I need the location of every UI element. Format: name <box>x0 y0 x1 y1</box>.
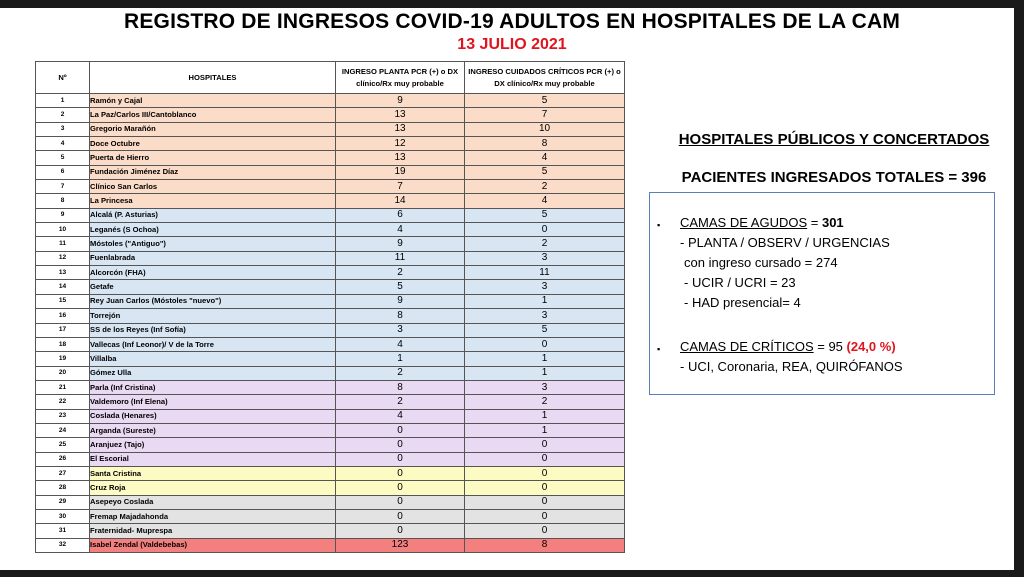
bullet-criticos: ▪ <box>657 344 661 354</box>
row-number: 7 <box>36 180 90 194</box>
row-criticos-value: 0 <box>465 481 625 495</box>
row-planta-value: 0 <box>336 452 465 466</box>
bullet-agudos: ▪ <box>657 220 661 230</box>
row-number: 26 <box>36 452 90 466</box>
row-number: 3 <box>36 122 90 136</box>
row-planta-value: 2 <box>336 266 465 280</box>
row-hospital-name: Parla (Inf Cristina) <box>90 380 336 394</box>
row-criticos-value: 10 <box>465 122 625 136</box>
table-row <box>36 108 625 122</box>
row-number: 13 <box>36 266 90 280</box>
row-planta-value: 19 <box>336 165 465 179</box>
row-criticos-value: 3 <box>465 251 625 265</box>
agudos-sub-cursado: con ingreso cursado = 274 <box>684 255 838 270</box>
row-number: 5 <box>36 151 90 165</box>
top-frame-bar <box>0 0 1024 8</box>
criticos-eq: = 95 <box>813 339 847 354</box>
row-hospital-name: Puerta de Hierro <box>90 151 336 165</box>
row-criticos-value: 1 <box>465 294 625 308</box>
row-planta-value: 13 <box>336 151 465 165</box>
row-hospital-name: Asepeyo Coslada <box>90 495 336 509</box>
agudos-label: CAMAS DE AGUDOS <box>680 215 808 230</box>
row-number: 29 <box>36 495 90 509</box>
row-number: 30 <box>36 509 90 523</box>
agudos-value: 301 <box>821 215 844 230</box>
table-row <box>36 122 625 136</box>
hospital-admissions-table <box>35 61 625 553</box>
table-row <box>36 423 625 437</box>
row-number: 14 <box>36 280 90 294</box>
table-row <box>36 309 625 323</box>
row-planta-value: 9 <box>336 237 465 251</box>
row-planta-value: 3 <box>336 323 465 337</box>
row-hospital-name: SS de los Reyes (Inf Sofía) <box>90 323 336 337</box>
row-number: 10 <box>36 223 90 237</box>
row-criticos-value: 3 <box>465 309 625 323</box>
row-hospital-name: Vallecas (Inf Leonor)/ V de la Torre <box>90 337 336 351</box>
table-row <box>36 280 625 294</box>
table-row <box>36 337 625 351</box>
row-planta-value: 5 <box>336 280 465 294</box>
row-number: 9 <box>36 208 90 222</box>
row-hospital-name: Fraternidad- Muprespa <box>90 524 336 538</box>
row-planta-value: 2 <box>336 395 465 409</box>
row-number: 25 <box>36 438 90 452</box>
table-row <box>36 137 625 151</box>
table-row <box>36 395 625 409</box>
row-number: 2 <box>36 108 90 122</box>
agudos-sub-had: - HAD presencial= 4 <box>684 295 801 310</box>
header-planta: INGRESO PLANTA PCR (+) o DX clínico/Rx muy probable <box>336 62 465 94</box>
row-number: 11 <box>36 237 90 251</box>
agudos-eq: = <box>807 215 822 230</box>
public-hospitals-heading: HOSPITALES PÚBLICOS Y CONCERTADOS <box>678 131 990 148</box>
table-row <box>36 509 625 523</box>
row-hospital-name: Fremap Majadahonda <box>90 509 336 523</box>
table-row <box>36 409 625 423</box>
row-planta-value: 4 <box>336 223 465 237</box>
table-row <box>36 94 625 108</box>
table-row <box>36 151 625 165</box>
row-hospital-name: Ramón y Cajal <box>90 94 336 108</box>
row-number: 32 <box>36 538 90 552</box>
table-row <box>36 323 625 337</box>
row-planta-value: 0 <box>336 438 465 452</box>
right-frame-bar <box>1014 0 1024 577</box>
row-criticos-value: 3 <box>465 280 625 294</box>
row-criticos-value: 8 <box>465 538 625 552</box>
row-criticos-value: 1 <box>465 352 625 366</box>
row-planta-value: 8 <box>336 309 465 323</box>
row-hospital-name: Cruz Roja <box>90 481 336 495</box>
row-criticos-value: 0 <box>465 509 625 523</box>
row-number: 27 <box>36 466 90 480</box>
table-row <box>36 538 625 552</box>
row-criticos-value: 0 <box>465 495 625 509</box>
report-date: 13 JULIO 2021 <box>457 36 567 53</box>
row-criticos-value: 8 <box>465 137 625 151</box>
row-criticos-value: 5 <box>465 165 625 179</box>
row-number: 22 <box>36 395 90 409</box>
row-hospital-name: Gómez Ulla <box>90 366 336 380</box>
row-planta-value: 4 <box>336 409 465 423</box>
total-patients: PACIENTES INGRESADOS TOTALES = 396 <box>681 169 987 186</box>
row-criticos-value: 0 <box>465 524 625 538</box>
row-criticos-value: 0 <box>465 466 625 480</box>
row-planta-value: 0 <box>336 524 465 538</box>
row-planta-value: 0 <box>336 481 465 495</box>
table-row <box>36 495 625 509</box>
row-hospital-name: Fuenlabrada <box>90 251 336 265</box>
row-planta-value: 11 <box>336 251 465 265</box>
row-number: 19 <box>36 352 90 366</box>
table-row <box>36 208 625 222</box>
row-criticos-value: 2 <box>465 180 625 194</box>
row-number: 4 <box>36 137 90 151</box>
table-row <box>36 366 625 380</box>
header-hospital: HOSPITALES <box>90 62 336 94</box>
row-criticos-value: 0 <box>465 223 625 237</box>
row-planta-value: 0 <box>336 423 465 437</box>
table-row <box>36 452 625 466</box>
row-hospital-name: Rey Juan Carlos (Móstoles "nuevo") <box>90 294 336 308</box>
row-hospital-name: Doce Octubre <box>90 137 336 151</box>
row-planta-value: 12 <box>336 137 465 151</box>
row-criticos-value: 4 <box>465 151 625 165</box>
bottom-frame-bar <box>0 570 1024 577</box>
criticos-label: CAMAS DE CRÍTICOS <box>680 339 814 354</box>
row-number: 21 <box>36 380 90 394</box>
criticos-sub: - UCI, Coronaria, REA, QUIRÓFANOS <box>680 359 903 374</box>
row-planta-value: 7 <box>336 180 465 194</box>
row-hospital-name: Alcorcón (FHA) <box>90 266 336 280</box>
row-number: 23 <box>36 409 90 423</box>
row-hospital-name: La Paz/Carlos III/Cantoblanco <box>90 108 336 122</box>
row-hospital-name: Getafe <box>90 280 336 294</box>
table-row <box>36 251 625 265</box>
row-number: 20 <box>36 366 90 380</box>
row-criticos-value: 1 <box>465 366 625 380</box>
row-planta-value: 14 <box>336 194 465 208</box>
row-criticos-value: 0 <box>465 337 625 351</box>
table-body <box>36 94 625 553</box>
row-planta-value: 0 <box>336 466 465 480</box>
row-number: 18 <box>36 337 90 351</box>
row-planta-value: 0 <box>336 509 465 523</box>
row-criticos-value: 2 <box>465 395 625 409</box>
row-hospital-name: Móstoles ("Antiguo") <box>90 237 336 251</box>
row-criticos-value: 11 <box>465 266 625 280</box>
row-planta-value: 1 <box>336 352 465 366</box>
row-planta-value: 9 <box>336 94 465 108</box>
row-number: 6 <box>36 165 90 179</box>
table-row <box>36 194 625 208</box>
row-criticos-value: 5 <box>465 323 625 337</box>
criticos-pct: (24,0 %) <box>846 339 896 354</box>
table-row <box>36 294 625 308</box>
row-number: 28 <box>36 481 90 495</box>
row-criticos-value: 5 <box>465 94 625 108</box>
row-planta-value: 9 <box>336 294 465 308</box>
row-hospital-name: Clínico San Carlos <box>90 180 336 194</box>
row-hospital-name: El Escorial <box>90 452 336 466</box>
row-criticos-value: 2 <box>465 237 625 251</box>
agudos-line <box>680 213 844 233</box>
row-number: 17 <box>36 323 90 337</box>
row-number: 24 <box>36 423 90 437</box>
row-criticos-value: 3 <box>465 380 625 394</box>
row-hospital-name: Alcalá (P. Asturias) <box>90 208 336 222</box>
row-criticos-value: 0 <box>465 438 625 452</box>
row-number: 12 <box>36 251 90 265</box>
row-planta-value: 6 <box>336 208 465 222</box>
row-hospital-name: Torrejón <box>90 309 336 323</box>
row-hospital-name: Fundación Jiménez Díaz <box>90 165 336 179</box>
row-planta-value: 0 <box>336 495 465 509</box>
table-row <box>36 481 625 495</box>
row-hospital-name: La Princesa <box>90 194 336 208</box>
row-criticos-value: 1 <box>465 423 625 437</box>
table-row <box>36 352 625 366</box>
row-criticos-value: 0 <box>465 452 625 466</box>
row-hospital-name: Arganda (Sureste) <box>90 423 336 437</box>
row-criticos-value: 4 <box>465 194 625 208</box>
row-hospital-name: Isabel Zendal (Valdebebas) <box>90 538 336 552</box>
row-planta-value: 13 <box>336 108 465 122</box>
row-planta-value: 2 <box>336 366 465 380</box>
table-row <box>36 380 625 394</box>
table-row <box>36 165 625 179</box>
row-hospital-name: Valdemoro (Inf Elena) <box>90 395 336 409</box>
agudos-sub-ucir: - UCIR / UCRI = 23 <box>684 275 796 290</box>
row-number: 16 <box>36 309 90 323</box>
table-row <box>36 466 625 480</box>
table-row <box>36 438 625 452</box>
page-title: REGISTRO DE INGRESOS COVID-19 ADULTOS EN HOSPITALES DE LA CAM <box>123 10 901 33</box>
row-number: 31 <box>36 524 90 538</box>
row-planta-value: 123 <box>336 538 465 552</box>
table-row <box>36 223 625 237</box>
row-number: 15 <box>36 294 90 308</box>
row-hospital-name: Leganés (S Ochoa) <box>90 223 336 237</box>
table-row <box>36 524 625 538</box>
agudos-sub-planta: - PLANTA / OBSERV / URGENCIAS <box>680 235 890 250</box>
row-criticos-value: 5 <box>465 208 625 222</box>
table-row <box>36 266 625 280</box>
table-row <box>36 180 625 194</box>
row-planta-value: 13 <box>336 122 465 136</box>
row-criticos-value: 7 <box>465 108 625 122</box>
row-number: 1 <box>36 94 90 108</box>
header-criticos: INGRESO CUIDADOS CRÍTICOS PCR (+) o DX clínico/Rx muy probable <box>465 62 625 94</box>
table-header-row <box>36 62 625 94</box>
row-hospital-name: Coslada (Henares) <box>90 409 336 423</box>
row-hospital-name: Villalba <box>90 352 336 366</box>
beds-summary-box <box>649 192 995 395</box>
row-hospital-name: Santa Cristina <box>90 466 336 480</box>
table-row <box>36 237 625 251</box>
row-criticos-value: 1 <box>465 409 625 423</box>
row-number: 8 <box>36 194 90 208</box>
criticos-line <box>680 337 896 357</box>
row-planta-value: 8 <box>336 380 465 394</box>
header-number: Nº <box>36 62 90 94</box>
row-planta-value: 4 <box>336 337 465 351</box>
row-hospital-name: Gregorio Marañón <box>90 122 336 136</box>
row-hospital-name: Aranjuez (Tajo) <box>90 438 336 452</box>
